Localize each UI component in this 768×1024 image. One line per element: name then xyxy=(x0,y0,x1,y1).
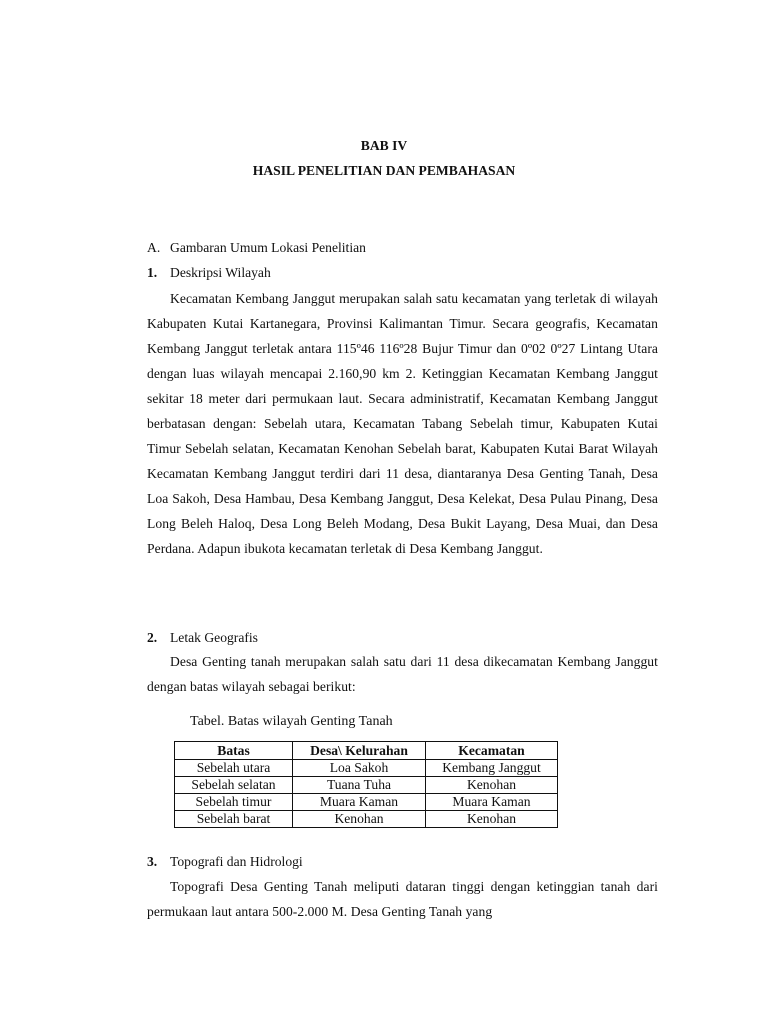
section-1-heading: Deskripsi Wilayah xyxy=(170,265,271,280)
section-2-paragraph: Desa Genting tanah merupakan salah satu dari 11 desa dikecamatan Kembang Janggut dengan batas wilayah sebagai berikut: xyxy=(147,654,658,694)
section-3-heading: Topografi dan Hidrologi xyxy=(170,854,303,869)
table-row xyxy=(175,794,558,811)
table-header-cell: Batas xyxy=(175,742,293,760)
section-a-heading: Gambaran Umum Lokasi Penelitian xyxy=(170,240,366,255)
section-a-marker: A. xyxy=(147,240,161,255)
table-cell: Muara Kaman xyxy=(426,794,558,811)
section-2-heading: Letak Geografis xyxy=(170,630,258,645)
table-cell: Kenohan xyxy=(293,811,426,828)
table-header-cell: Kecamatan xyxy=(426,742,558,760)
table-cell: Tuana Tuha xyxy=(293,777,426,794)
table-cell: Loa Sakoh xyxy=(293,760,426,777)
table-cell: Kembang Janggut xyxy=(426,760,558,777)
chapter-heading: BAB IV xyxy=(360,138,408,153)
table-cell: Sebelah barat xyxy=(175,811,293,828)
table-cell: Muara Kaman xyxy=(293,794,426,811)
table-cell: Sebelah utara xyxy=(175,760,293,777)
section-1-paragraph: Kecamatan Kembang Janggut merupakan salah satu kecamatan yang terletak di wilayah Kabupaten Kutai Kartanegara, Provinsi Kalimantan Timur. Secara geografis, Kecamatan Kembang Janggut terletak antara 115º46 116º28 Bujur Timur dan 0º02 0º27 Lintang Utara dengan luas wilayah mencapai 2.160,90 km 2. Ketinggian Kecamatan Kembang Janggut sekitar 18 meter dari permukaan laut. Secara administratif, Kecamatan Kembang Janggut berbatasan dengan: Sebelah utara, Kecamatan Tabang Sebelah timur, Kabupaten Kutai Timur Sebelah selatan, Kecamatan Kenohan Sebelah barat, Kabupaten Kutai Barat Wilayah Kecamatan Kembang Janggut terdiri dari 11 desa, diantaranya Desa Genting Tanah, Desa Loa Sakoh, Desa Hambau, Desa Kembang Janggut, Desa Kelekat, Desa Pulau Pinang, Desa Long Beleh Haloq, Desa Long Beleh Modang, Desa Bukit Layang, Desa Muai, dan Desa Perdana. Adapun ibukota kecamatan terletak di Desa Kembang Janggut. xyxy=(147,291,658,556)
table-row xyxy=(175,760,558,777)
table-cell: Sebelah selatan xyxy=(175,777,293,794)
chapter-title: HASIL PENELITIAN DAN PEMBAHASAN xyxy=(252,163,516,178)
section-3-marker: 3. xyxy=(147,854,158,869)
boundary-table xyxy=(174,741,558,828)
section-2-marker: 2. xyxy=(147,630,158,645)
table-cell: Sebelah timur xyxy=(175,794,293,811)
table-caption: Tabel. Batas wilayah Genting Tanah xyxy=(190,714,393,729)
table-row xyxy=(175,811,558,828)
table-row xyxy=(175,777,558,794)
table-header-cell: Desa\ Kelurahan xyxy=(293,742,426,760)
table-cell: Kenohan xyxy=(426,811,558,828)
section-3-paragraph: Topografi Desa Genting Tanah meliputi dataran tinggi dengan ketinggian tanah dari permukaan laut antara 500-2.000 M. Desa Genting Tanah yang xyxy=(147,879,658,919)
table-header-row xyxy=(175,742,558,760)
section-1-marker: 1. xyxy=(147,265,158,280)
table-cell: Kenohan xyxy=(426,777,558,794)
